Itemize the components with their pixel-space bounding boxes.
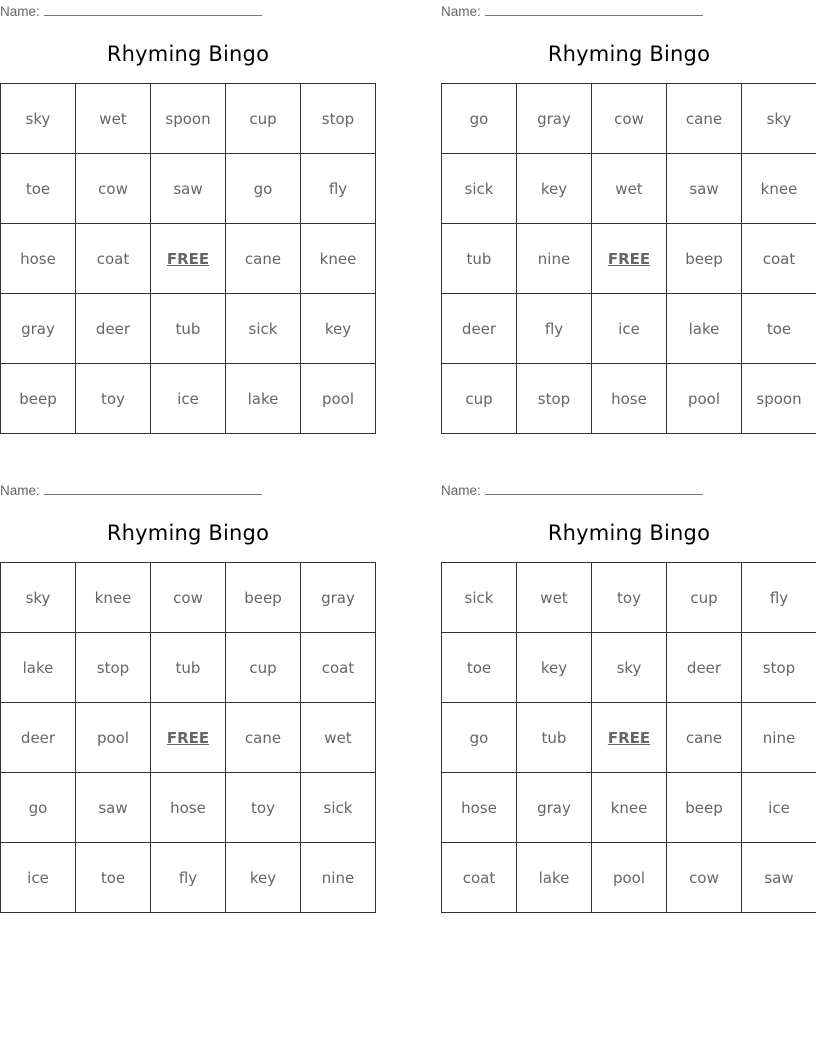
bingo-cell: cup <box>442 364 517 434</box>
bingo-cell: beep <box>667 773 742 843</box>
bingo-cell: wet <box>592 154 667 224</box>
bingo-cell: gray <box>301 563 376 633</box>
bingo-cell: cup <box>226 84 301 154</box>
bingo-cell: cane <box>667 84 742 154</box>
grid-row <box>1 364 376 434</box>
name-label: Name: <box>0 4 40 19</box>
grid-row <box>442 224 816 294</box>
name-label: Name: <box>0 483 40 498</box>
bingo-cell: stop <box>301 84 376 154</box>
bingo-cell: fly <box>517 294 592 364</box>
bingo-cell: toy <box>592 563 667 633</box>
bingo-cell: lake <box>517 843 592 913</box>
bingo-cell: knee <box>301 224 376 294</box>
bingo-cell: knee <box>592 773 667 843</box>
bingo-cell: pool <box>301 364 376 434</box>
bingo-cell: fly <box>742 563 816 633</box>
bingo-cell: pool <box>667 364 742 434</box>
bingo-grid <box>441 562 816 913</box>
bingo-cell: cup <box>667 563 742 633</box>
bingo-cell: coat <box>742 224 816 294</box>
bingo-cell: go <box>442 84 517 154</box>
bingo-cell: sky <box>1 84 76 154</box>
bingo-cell: nine <box>517 224 592 294</box>
bingo-cell: toe <box>76 843 151 913</box>
bingo-cell: cane <box>226 703 301 773</box>
bingo-cell: go <box>1 773 76 843</box>
bingo-cell: cane <box>226 224 301 294</box>
bingo-cell: coat <box>301 633 376 703</box>
grid-row <box>1 703 376 773</box>
grid-row <box>1 84 376 154</box>
bingo-cell: saw <box>151 154 226 224</box>
bingo-cell: cow <box>151 563 226 633</box>
bingo-cell: sick <box>226 294 301 364</box>
bingo-cell: fly <box>151 843 226 913</box>
bingo-cell: deer <box>1 703 76 773</box>
bingo-cell: sick <box>442 563 517 633</box>
bingo-cell: hose <box>151 773 226 843</box>
bingo-cell: spoon <box>742 364 816 434</box>
bingo-cell: wet <box>76 84 151 154</box>
bingo-cell: ice <box>592 294 667 364</box>
bingo-cell: toe <box>742 294 816 364</box>
card-title: Rhyming Bingo <box>106 42 270 66</box>
bingo-cell: toe <box>1 154 76 224</box>
grid-row <box>1 563 376 633</box>
name-field <box>441 482 703 498</box>
grid-row <box>1 294 376 364</box>
card-title: Rhyming Bingo <box>547 521 711 545</box>
bingo-cell: hose <box>592 364 667 434</box>
bingo-cell: key <box>517 154 592 224</box>
bingo-grid <box>441 83 816 434</box>
free-space-cell: FREE <box>592 224 667 294</box>
bingo-cell: wet <box>301 703 376 773</box>
bingo-cell: nine <box>742 703 816 773</box>
bingo-cell: cow <box>667 843 742 913</box>
grid-row <box>442 294 816 364</box>
bingo-cell: sky <box>742 84 816 154</box>
bingo-cell: saw <box>667 154 742 224</box>
bingo-cell: tub <box>151 633 226 703</box>
bingo-cell: beep <box>226 563 301 633</box>
bingo-cell: hose <box>1 224 76 294</box>
name-blank-line <box>44 3 262 16</box>
bingo-cell: deer <box>667 633 742 703</box>
bingo-cell: sky <box>592 633 667 703</box>
bingo-cell: pool <box>76 703 151 773</box>
grid-row <box>442 703 816 773</box>
free-space-cell: FREE <box>151 224 226 294</box>
name-label: Name: <box>441 4 481 19</box>
card-title: Rhyming Bingo <box>106 521 270 545</box>
bingo-cell: stop <box>517 364 592 434</box>
bingo-cell: deer <box>76 294 151 364</box>
bingo-cell: nine <box>301 843 376 913</box>
bingo-cell: toy <box>76 364 151 434</box>
bingo-cell: cup <box>226 633 301 703</box>
bingo-cell: cane <box>667 703 742 773</box>
grid-row <box>442 84 816 154</box>
grid-row <box>1 843 376 913</box>
bingo-grid <box>0 83 376 434</box>
bingo-cell: key <box>301 294 376 364</box>
grid-row <box>442 633 816 703</box>
grid-row <box>1 633 376 703</box>
bingo-cell: ice <box>1 843 76 913</box>
bingo-grid <box>0 562 376 913</box>
bingo-cell: toe <box>442 633 517 703</box>
bingo-cell: knee <box>76 563 151 633</box>
bingo-cell: coat <box>76 224 151 294</box>
grid-row <box>442 154 816 224</box>
bingo-cell: tub <box>151 294 226 364</box>
grid-row <box>1 224 376 294</box>
grid-row <box>442 364 816 434</box>
grid-row <box>1 154 376 224</box>
bingo-cell: stop <box>742 633 816 703</box>
bingo-cell: wet <box>517 563 592 633</box>
bingo-cell: saw <box>742 843 816 913</box>
bingo-cell: key <box>517 633 592 703</box>
grid-row <box>442 843 816 913</box>
bingo-cell: sick <box>442 154 517 224</box>
bingo-cell: fly <box>301 154 376 224</box>
grid-row <box>1 773 376 843</box>
card-title: Rhyming Bingo <box>547 42 711 66</box>
bingo-cell: go <box>442 703 517 773</box>
bingo-cell: cow <box>76 154 151 224</box>
bingo-cell: knee <box>742 154 816 224</box>
bingo-cell: tub <box>442 224 517 294</box>
bingo-cell: stop <box>76 633 151 703</box>
bingo-cell: tub <box>517 703 592 773</box>
name-field <box>0 482 262 498</box>
bingo-cell: beep <box>667 224 742 294</box>
bingo-cell: sick <box>301 773 376 843</box>
bingo-cell: sky <box>1 563 76 633</box>
name-field <box>441 3 703 19</box>
bingo-cell: lake <box>1 633 76 703</box>
bingo-cell: gray <box>517 773 592 843</box>
bingo-cell: beep <box>1 364 76 434</box>
bingo-cell: coat <box>442 843 517 913</box>
bingo-cell: key <box>226 843 301 913</box>
bingo-cell: lake <box>667 294 742 364</box>
bingo-cell: spoon <box>151 84 226 154</box>
bingo-cell: ice <box>151 364 226 434</box>
name-blank-line <box>485 3 703 16</box>
free-space-cell: FREE <box>592 703 667 773</box>
bingo-cell: hose <box>442 773 517 843</box>
bingo-cell: cow <box>592 84 667 154</box>
name-blank-line <box>485 482 703 495</box>
name-label: Name: <box>441 483 481 498</box>
name-field <box>0 3 262 19</box>
grid-row <box>442 773 816 843</box>
bingo-cell: lake <box>226 364 301 434</box>
bingo-cell: gray <box>1 294 76 364</box>
bingo-cell: toy <box>226 773 301 843</box>
bingo-cell: saw <box>76 773 151 843</box>
bingo-cell: pool <box>592 843 667 913</box>
name-blank-line <box>44 482 262 495</box>
bingo-cell: go <box>226 154 301 224</box>
bingo-cell: deer <box>442 294 517 364</box>
bingo-cell: gray <box>517 84 592 154</box>
grid-row <box>442 563 816 633</box>
free-space-cell: FREE <box>151 703 226 773</box>
bingo-cell: ice <box>742 773 816 843</box>
